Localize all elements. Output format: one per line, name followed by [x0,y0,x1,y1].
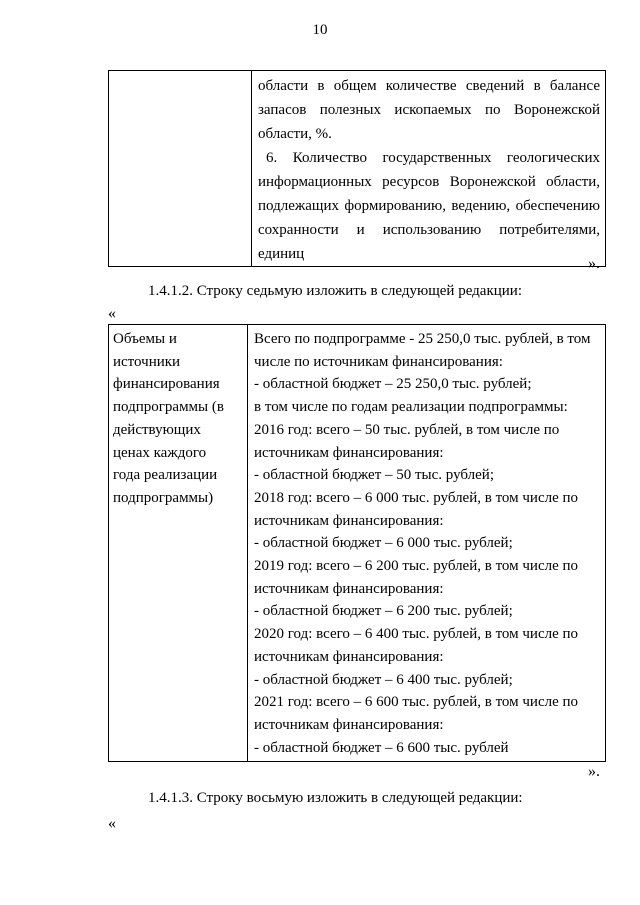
value-line: 2020 год: всего – 6 400 тыс. рублей, в том числе по [254,626,579,643]
closing-quote: ». [588,763,600,780]
value-line: источникам финансирования: [254,716,444,733]
closing-quote: ». [588,255,600,272]
value-line: - областной бюджет – 25 250,0 тыс. рублей; [254,376,532,393]
text-line: области, %. [258,126,332,142]
label-line: подпрограммы) [113,489,214,506]
funding-label-cell [109,325,248,762]
value-line: - областной бюджет – 6 000 тыс. рублей; [254,535,513,552]
text-line: 6. Количество государственных геологических [266,150,600,166]
label-line: Объемы и [113,331,177,347]
value-line: числе по источникам финансирования: [254,353,503,370]
text-line: единиц [258,246,305,262]
opening-quote: « [108,305,116,322]
value-line: источникам финансирования: [254,580,444,597]
funding-table [108,324,606,762]
paragraph-1-4-1-3: 1.4.1.3. Строку восьмую изложить в следующей редакции: [148,790,523,806]
opening-quote: « [108,815,116,832]
text-line: подлежащих формированию, ведению, обеспечению [258,198,600,214]
label-line: ценах каждого [113,444,207,461]
funding-value-cell [248,325,606,762]
page-number: 10 [312,22,328,38]
indicators-table-fragment [108,70,606,267]
label-line: финансирования [113,376,220,393]
table1-left-cell [109,71,252,267]
value-line: источникам финансирования: [254,648,444,665]
label-line: года реализации [113,467,218,484]
value-line: 2021 год: всего – 6 600 тыс. рублей, в том числе по [254,694,579,711]
value-line: - областной бюджет – 6 400 тыс. рублей; [254,671,513,688]
value-line: 2016 год: всего – 50 тыс. рублей, в том числе по [254,421,560,438]
label-line: подпрограммы (в [113,399,224,416]
value-line: источникам финансирования: [254,444,444,461]
text-line: сохранности и использованию потребителями, [258,222,600,238]
label-line: источники [113,353,181,370]
value-line: 2018 год: всего – 6 000 тыс. рублей, в том числе по [254,489,579,506]
value-line: в том числе по годам реализации подпрограммы: [254,399,568,416]
value-line: источникам финансирования: [254,512,444,529]
table1-right-cell [252,71,606,267]
value-line: - областной бюджет – 6 200 тыс. рублей; [254,603,513,620]
value-line: - областной бюджет – 6 600 тыс. рублей [254,739,509,756]
text-line: области в общем количестве сведений в балансе [258,78,600,94]
text-line: информационных ресурсов Воронежской области, [258,174,600,190]
label-line: действующих [113,421,201,438]
value-line: 2019 год: всего – 6 200 тыс. рублей, в том числе по [254,558,579,575]
value-line: Всего по подпрограмме - 25 250,0 тыс. рублей, в том [254,331,591,347]
text-line: запасов полезных ископаемых по Воронежской [258,102,600,118]
value-line: - областной бюджет – 50 тыс. рублей; [254,467,494,484]
paragraph-1-4-1-2: 1.4.1.2. Строку седьмую изложить в следующей редакции: [148,283,522,299]
